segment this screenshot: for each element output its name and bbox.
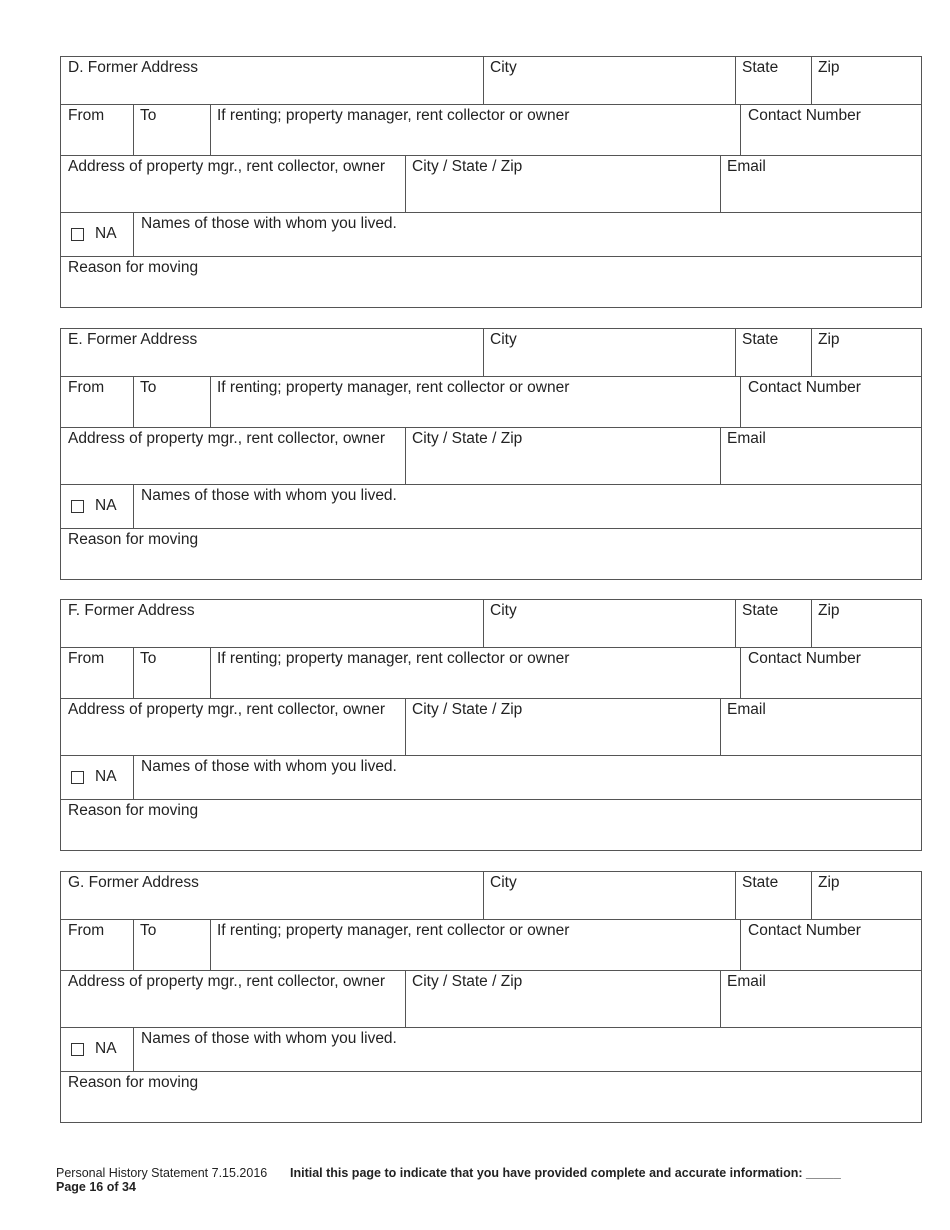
state-field[interactable]	[735, 872, 811, 920]
former-address-field-label: E. Former Address	[68, 331, 198, 348]
zip-field-label: Zip	[818, 602, 840, 619]
zip-field-label: Zip	[818, 331, 840, 348]
to-date-field[interactable]	[133, 377, 210, 428]
manager-address-field[interactable]	[61, 428, 405, 485]
manager-address-field-label: Address of property mgr., rent collector, owner	[68, 701, 386, 718]
city-state-zip-field[interactable]	[405, 971, 720, 1028]
household-names-field-label: Names of those with whom you lived.	[141, 1030, 397, 1047]
contact-number-field[interactable]	[741, 377, 921, 428]
property-manager-field-label: If renting; property manager, rent collector or owner	[217, 650, 570, 667]
zip-field[interactable]	[811, 57, 921, 105]
state-field-label: State	[742, 59, 779, 76]
zip-field[interactable]	[811, 872, 921, 920]
contact-number-field-label: Contact Number	[748, 379, 861, 396]
reason-for-moving-field-label: Reason for moving	[68, 531, 199, 548]
from-date-field[interactable]	[61, 105, 133, 156]
reason-for-moving-field-label: Reason for moving	[68, 802, 199, 819]
former-address-section	[60, 599, 922, 851]
zip-field[interactable]	[811, 329, 921, 377]
city-field-label: City	[490, 874, 517, 891]
from-date-field-label: From	[68, 922, 105, 939]
property-manager-field-label: If renting; property manager, rent collector or owner	[217, 107, 570, 124]
reason-for-moving-field[interactable]	[61, 529, 921, 581]
na-label: NA	[95, 768, 117, 785]
former-address-section	[60, 328, 922, 580]
former-address-field[interactable]	[61, 600, 483, 648]
former-address-field-label: D. Former Address	[68, 59, 199, 76]
na-checkbox[interactable]	[71, 1043, 84, 1056]
former-address-field-label: G. Former Address	[68, 874, 199, 891]
zip-field-label: Zip	[818, 874, 840, 891]
city-state-zip-field[interactable]	[405, 699, 720, 756]
former-address-field-label: F. Former Address	[68, 602, 195, 619]
household-names-field[interactable]	[134, 1028, 921, 1072]
state-field[interactable]	[735, 329, 811, 377]
state-field-label: State	[742, 331, 779, 348]
na-label: NA	[95, 497, 117, 514]
property-manager-field[interactable]	[210, 920, 740, 971]
city-field-label: City	[490, 602, 517, 619]
to-date-field-label: To	[140, 107, 157, 124]
na-checkbox[interactable]	[71, 228, 84, 241]
contact-number-field[interactable]	[741, 105, 921, 156]
city-state-zip-field-label: City / State / Zip	[412, 430, 523, 447]
zip-field[interactable]	[811, 600, 921, 648]
property-manager-field-label: If renting; property manager, rent collector or owner	[217, 922, 570, 939]
email-field-label: Email	[727, 701, 766, 718]
manager-address-field-label: Address of property mgr., rent collector, owner	[68, 430, 386, 447]
reason-for-moving-field[interactable]	[61, 257, 921, 309]
na-checkbox[interactable]	[71, 500, 84, 513]
footer	[56, 1166, 267, 1194]
former-address-section	[60, 871, 922, 1123]
from-date-field[interactable]	[61, 920, 133, 971]
state-field-label: State	[742, 602, 779, 619]
initial-line: Initial this page to indicate that you have provided complete and accurate information: _____	[290, 1166, 841, 1180]
household-names-field[interactable]	[134, 485, 921, 529]
contact-number-field-label: Contact Number	[748, 922, 861, 939]
email-field[interactable]	[720, 428, 921, 485]
contact-number-field-label: Contact Number	[748, 107, 861, 124]
reason-for-moving-field[interactable]	[61, 800, 921, 852]
property-manager-field[interactable]	[210, 648, 740, 699]
city-field[interactable]	[483, 872, 735, 920]
household-names-field[interactable]	[134, 756, 921, 800]
household-names-field-label: Names of those with whom you lived.	[141, 487, 397, 504]
property-manager-field[interactable]	[210, 105, 740, 156]
email-field-label: Email	[727, 158, 766, 175]
household-names-field[interactable]	[134, 213, 921, 257]
to-date-field[interactable]	[133, 105, 210, 156]
from-date-field-label: From	[68, 379, 105, 396]
from-date-field-label: From	[68, 650, 105, 667]
to-date-field-label: To	[140, 379, 157, 396]
from-date-field[interactable]	[61, 648, 133, 699]
former-address-section	[60, 56, 922, 308]
to-date-field[interactable]	[133, 648, 210, 699]
city-field[interactable]	[483, 57, 735, 105]
from-date-field-label: From	[68, 107, 105, 124]
reason-for-moving-field-label: Reason for moving	[68, 1074, 199, 1091]
email-field-label: Email	[727, 973, 766, 990]
manager-address-field[interactable]	[61, 156, 405, 213]
state-field[interactable]	[735, 57, 811, 105]
city-state-zip-field-label: City / State / Zip	[412, 701, 523, 718]
former-address-field[interactable]	[61, 57, 483, 105]
manager-address-field-label: Address of property mgr., rent collector, owner	[68, 973, 386, 990]
contact-number-field-label: Contact Number	[748, 650, 861, 667]
manager-address-field[interactable]	[61, 699, 405, 756]
former-address-field[interactable]	[61, 329, 483, 377]
contact-number-field[interactable]	[741, 648, 921, 699]
from-date-field[interactable]	[61, 377, 133, 428]
reason-for-moving-field[interactable]	[61, 1072, 921, 1124]
na-checkbox[interactable]	[71, 771, 84, 784]
email-field[interactable]	[720, 699, 921, 756]
reason-for-moving-field-label: Reason for moving	[68, 259, 199, 276]
contact-number-field[interactable]	[741, 920, 921, 971]
city-state-zip-field-label: City / State / Zip	[412, 973, 523, 990]
email-field[interactable]	[720, 971, 921, 1028]
page-number: Page 16 of 34	[56, 1180, 136, 1194]
email-field-label: Email	[727, 430, 766, 447]
zip-field-label: Zip	[818, 59, 840, 76]
household-names-field-label: Names of those with whom you lived.	[141, 215, 397, 232]
city-field[interactable]	[483, 329, 735, 377]
email-field[interactable]	[720, 156, 921, 213]
na-label: NA	[95, 225, 117, 242]
former-address-field[interactable]	[61, 872, 483, 920]
household-names-field-label: Names of those with whom you lived.	[141, 758, 397, 775]
to-date-field-label: To	[140, 650, 157, 667]
na-label: NA	[95, 1040, 117, 1057]
to-date-field[interactable]	[133, 920, 210, 971]
city-state-zip-field[interactable]	[405, 428, 720, 485]
city-field-label: City	[490, 59, 517, 76]
city-state-zip-field[interactable]	[405, 156, 720, 213]
property-manager-field-label: If renting; property manager, rent collector or owner	[217, 379, 570, 396]
city-field[interactable]	[483, 600, 735, 648]
property-manager-field[interactable]	[210, 377, 740, 428]
manager-address-field-label: Address of property mgr., rent collector, owner	[68, 158, 386, 175]
document-version: Personal History Statement 7.15.2016	[56, 1166, 268, 1180]
manager-address-field[interactable]	[61, 971, 405, 1028]
state-field-label: State	[742, 874, 779, 891]
state-field[interactable]	[735, 600, 811, 648]
city-state-zip-field-label: City / State / Zip	[412, 158, 523, 175]
to-date-field-label: To	[140, 922, 157, 939]
city-field-label: City	[490, 331, 517, 348]
